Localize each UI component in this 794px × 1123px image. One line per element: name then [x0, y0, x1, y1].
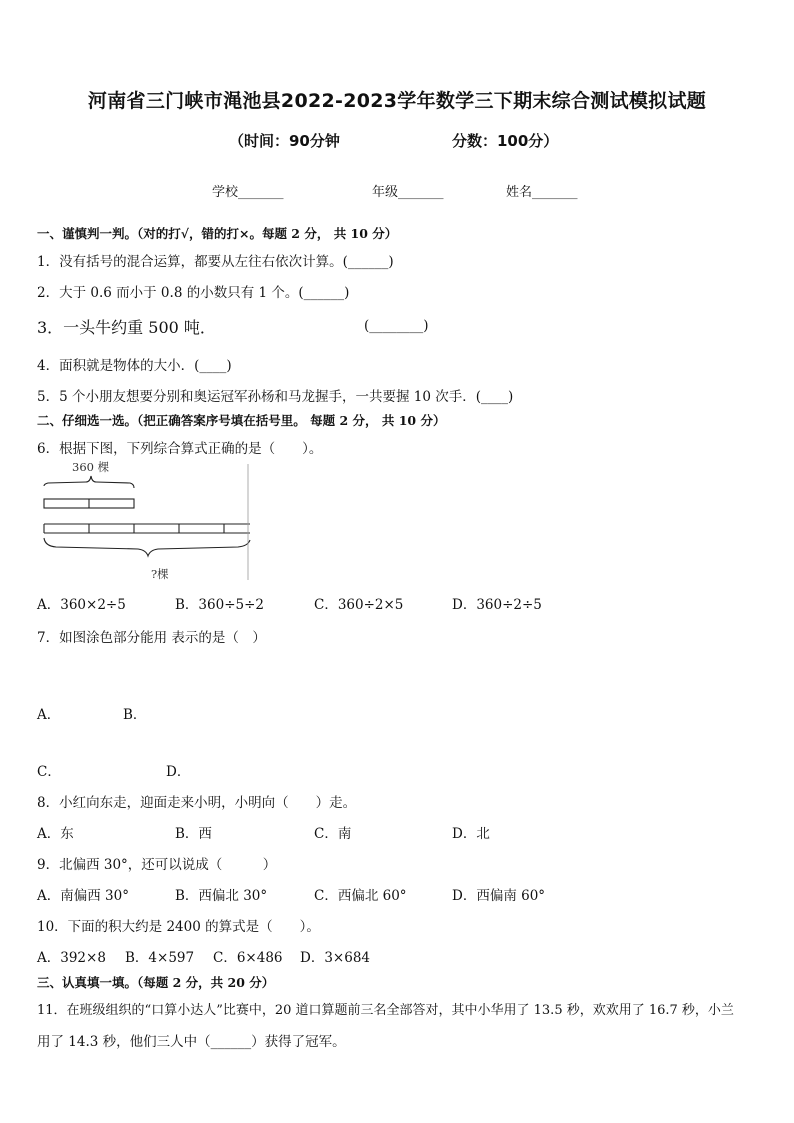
q6-option-d[interactable]: D．360÷2÷5 [452, 597, 542, 613]
q7-option-b[interactable]: B． [123, 707, 147, 723]
exam-title: 河南省三门峡市渑池县2022-2023学年数学三下期末综合测试模拟试题 [87, 90, 707, 112]
q9-option-c[interactable]: C．西偏北 60° [314, 888, 407, 904]
q6-option-a[interactable]: A．360×2÷5 [37, 597, 126, 613]
section-1-title: 一、谨慎判一判。（对的打√，错的打×。每题 2 分， 共 10 分） [37, 226, 398, 241]
q8-option-a[interactable]: A．东 [37, 826, 74, 842]
q6-option-b[interactable]: B．360÷5÷2 [175, 597, 264, 613]
q10-option-b[interactable]: B．4×597 [125, 950, 195, 966]
q9-option-a[interactable]: A．南偏西 30° [37, 888, 129, 904]
q8-option-b[interactable]: B．西 [175, 826, 212, 842]
line-segment-figure [38, 462, 253, 584]
question-11-line-2: 用了 14.3 秒，他们三人中（______）获得了冠军。 [37, 1034, 346, 1050]
section-3-title: 三、认真填一填。（每题 2 分，共 20 分） [37, 975, 275, 990]
q7-option-c[interactable]: C． [37, 764, 61, 780]
section-2-title: 二、仔细选一选。（把正确答案序号填在括号里。 每题 2 分， 共 10 分） [37, 413, 446, 428]
question-8: 8．小红向东走，迎面走来小明，小明向（ ）走。 [37, 795, 357, 811]
school-field[interactable]: 学校_______ [212, 185, 284, 200]
question-2: 2．大于 0.6 而小于 0.8 的小数只有 1 个。(______) [37, 285, 350, 301]
name-field[interactable]: 姓名_______ [506, 185, 578, 200]
q6-option-c[interactable]: C．360÷2×5 [314, 597, 404, 613]
question-3-blank[interactable]: (________) [364, 318, 429, 334]
q7-option-a[interactable]: A． [37, 707, 61, 723]
q8-option-d[interactable]: D．北 [452, 826, 490, 842]
score-info: 分数：100分） [452, 132, 559, 150]
question-3: 3．一头牛约重 500 吨． [37, 318, 216, 337]
time-info: （时间：90分钟 [229, 132, 340, 150]
question-11-line-1: 11．在班级组织的“口算小达人”比赛中，20 道口算题前三名全部答对，其中小华用了 13.5 秒，欢欢用了 16.7 秒，小兰 [37, 1003, 734, 1018]
question-4: 4．面积就是物体的大小．(____) [37, 358, 232, 374]
question-9: 9．北偏西 30°，还可以说成（ ） [37, 857, 277, 873]
q8-option-c[interactable]: C．南 [314, 826, 352, 842]
q9-option-d[interactable]: D．西偏南 60° [452, 888, 546, 904]
question-10: 10．下面的积大约是 2400 的算式是（ ）。 [37, 919, 320, 935]
q10-option-c[interactable]: C．6×486 [213, 950, 283, 966]
question-1: 1．没有括号的混合运算，都要从左往右依次计算。(______) [37, 254, 394, 270]
q10-option-d[interactable]: D．3×684 [300, 950, 370, 966]
figure-bottom-label: ?棵 [151, 567, 169, 581]
figure-top-label: 360 棵 [72, 460, 110, 474]
question-7: 7．如图涂色部分能用 表示的是（ ） [37, 630, 266, 646]
q7-option-d[interactable]: D． [166, 764, 191, 780]
grade-field[interactable]: 年级_______ [372, 185, 444, 200]
question-5: 5．5 个小朋友想要分别和奥运冠军孙杨和马龙握手，一共要握 10 次手．(____) [37, 389, 514, 405]
question-6: 6．根据下图，下列综合算式正确的是（ ）。 [37, 441, 323, 457]
q9-option-b[interactable]: B．西偏北 30° [175, 888, 268, 904]
q10-option-a[interactable]: A．392×8 [37, 950, 106, 966]
